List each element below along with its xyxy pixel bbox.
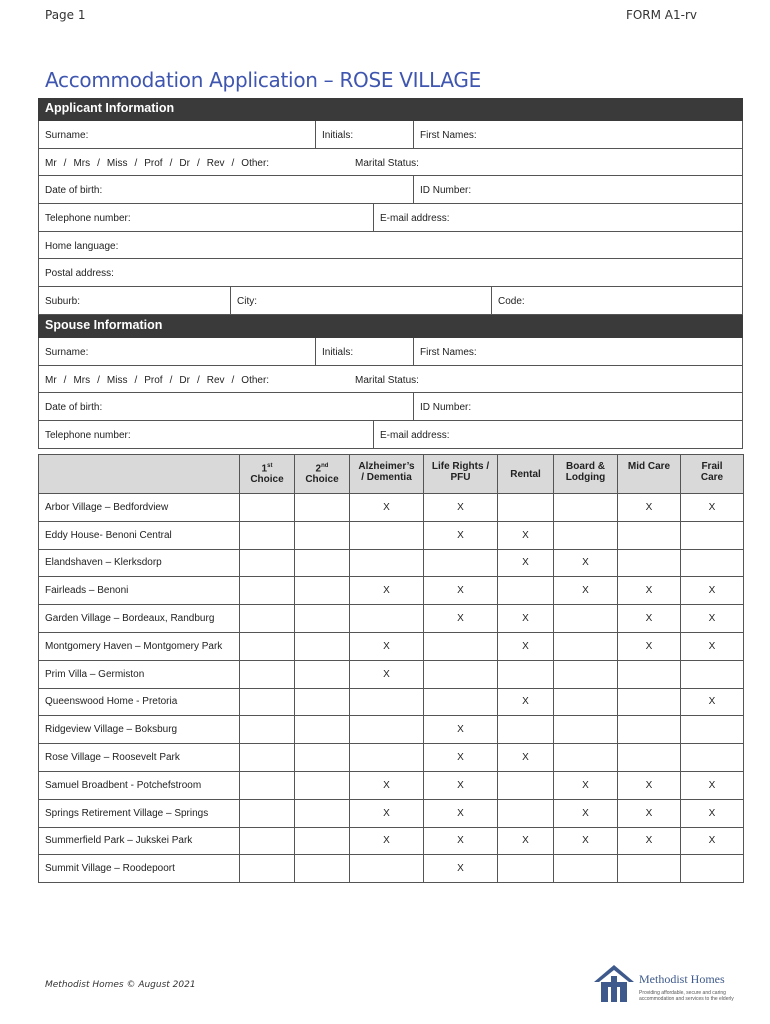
choice-cell[interactable]	[295, 799, 350, 827]
service-mark	[618, 744, 681, 772]
service-mark	[498, 855, 554, 883]
choice-cell[interactable]	[240, 855, 295, 883]
choice-cell[interactable]	[295, 494, 350, 522]
service-mark	[350, 688, 424, 716]
service-mark: X	[350, 771, 424, 799]
spouse-id-number-field[interactable]: ID Number:	[413, 393, 742, 420]
choice-cell[interactable]	[295, 605, 350, 633]
applicant-dob-field[interactable]: Date of birth:	[45, 185, 103, 197]
service-mark	[350, 744, 424, 772]
village-name: Arbor Village – Bedfordview	[39, 494, 240, 522]
service-mark: X	[424, 799, 498, 827]
table-row	[39, 521, 744, 549]
applicant-language-row	[38, 232, 743, 260]
logo-name: Methodist Homes	[639, 972, 725, 986]
service-mark: X	[350, 660, 424, 688]
spouse-marital-status-field[interactable]: Marital Status:	[355, 374, 419, 386]
logo-tagline: Providing affordable, secure and caring accommodation and services to the elderly	[639, 990, 734, 1002]
service-mark	[554, 521, 618, 549]
col-header-4: Life Rights / PFU	[424, 455, 498, 494]
choice-cell[interactable]	[240, 688, 295, 716]
service-mark: X	[424, 716, 498, 744]
service-mark	[424, 632, 498, 660]
service-mark: X	[618, 577, 681, 605]
choice-cell[interactable]	[295, 744, 350, 772]
service-mark	[681, 549, 744, 577]
col-header-7: Mid Care	[618, 455, 681, 494]
choice-cell[interactable]	[295, 632, 350, 660]
service-mark	[424, 660, 498, 688]
house-cross-icon	[592, 962, 636, 1004]
applicant-dob-row	[38, 176, 743, 204]
service-mark: X	[350, 827, 424, 855]
table-row	[39, 744, 744, 772]
spouse-first-names-field[interactable]: First Names:	[413, 338, 742, 365]
service-mark	[681, 744, 744, 772]
service-mark	[554, 716, 618, 744]
service-mark: X	[498, 521, 554, 549]
applicant-initials-field[interactable]: Initials:	[315, 121, 413, 148]
choice-cell[interactable]	[240, 799, 295, 827]
spouse-title-row	[38, 366, 743, 394]
service-mark	[350, 521, 424, 549]
service-mark: X	[498, 744, 554, 772]
col-header-5: Rental	[498, 455, 554, 494]
form-code: FORM A1-rv	[625, 8, 697, 22]
service-mark: X	[554, 799, 618, 827]
service-mark: X	[618, 771, 681, 799]
service-mark	[350, 855, 424, 883]
service-mark	[350, 549, 424, 577]
table-row	[39, 605, 744, 633]
choice-cell[interactable]	[240, 744, 295, 772]
applicant-suburb-row	[38, 287, 743, 315]
service-mark	[554, 632, 618, 660]
service-mark: X	[618, 605, 681, 633]
col-header-6: Board & Lodging	[554, 455, 618, 494]
service-mark: X	[554, 549, 618, 577]
service-mark	[681, 521, 744, 549]
service-mark: X	[498, 605, 554, 633]
service-mark: X	[618, 827, 681, 855]
table-row	[39, 494, 744, 522]
village-name: Springs Retirement Village – Springs	[39, 799, 240, 827]
choice-cell[interactable]	[240, 549, 295, 577]
village-name: Ridgeview Village – Boksburg	[39, 716, 240, 744]
village-name: Queenswood Home - Pretoria	[39, 688, 240, 716]
village-name: Eddy House- Benoni Central	[39, 521, 240, 549]
village-name: Rose Village – Roosevelt Park	[39, 744, 240, 772]
service-mark	[618, 855, 681, 883]
applicant-email-field[interactable]: E-mail address:	[373, 204, 742, 231]
service-mark	[681, 660, 744, 688]
service-mark: X	[424, 827, 498, 855]
service-mark	[554, 605, 618, 633]
service-mark	[618, 716, 681, 744]
applicant-code-field[interactable]: Code:	[491, 287, 742, 314]
service-mark: X	[350, 799, 424, 827]
applicant-telephone-field[interactable]: Telephone number:	[45, 213, 131, 225]
service-mark: X	[498, 827, 554, 855]
choice-cell[interactable]	[240, 577, 295, 605]
service-mark: X	[681, 771, 744, 799]
applicant-surname-field[interactable]: Surname:	[45, 130, 89, 141]
service-mark	[498, 494, 554, 522]
applicant-title-row	[38, 149, 743, 177]
spouse-surname-field[interactable]: Surname:	[45, 347, 89, 358]
village-name: Montgomery Haven – Montgomery Park	[39, 632, 240, 660]
choice-cell[interactable]	[295, 771, 350, 799]
choice-cell[interactable]	[240, 605, 295, 633]
table-row	[39, 577, 744, 605]
service-mark	[424, 688, 498, 716]
spouse-dob-row	[38, 393, 743, 421]
service-mark	[618, 521, 681, 549]
service-mark	[554, 688, 618, 716]
service-mark: X	[618, 494, 681, 522]
service-mark: X	[618, 632, 681, 660]
village-name: Garden Village – Bordeaux, Randburg	[39, 605, 240, 633]
service-mark: X	[681, 632, 744, 660]
service-mark	[350, 605, 424, 633]
choice-table-body	[39, 494, 744, 883]
service-mark: X	[554, 827, 618, 855]
service-mark	[498, 799, 554, 827]
table-row	[39, 771, 744, 799]
service-mark	[554, 855, 618, 883]
table-row	[39, 827, 744, 855]
page-number: Page 1	[45, 8, 86, 22]
applicant-name-row	[38, 121, 743, 149]
service-mark	[498, 660, 554, 688]
service-mark: X	[681, 827, 744, 855]
service-mark: X	[681, 799, 744, 827]
spouse-dob-field[interactable]: Date of birth:	[45, 402, 103, 414]
applicant-postal-address-field[interactable]: Postal address:	[45, 268, 114, 280]
applicant-contact-row	[38, 204, 743, 232]
choice-cell[interactable]	[295, 660, 350, 688]
applicant-marital-status-field[interactable]: Marital Status:	[355, 157, 419, 169]
service-mark	[350, 716, 424, 744]
choice-cell[interactable]	[295, 716, 350, 744]
col-header-1: 1st Choice	[240, 455, 295, 494]
table-row	[39, 855, 744, 883]
service-mark: X	[424, 771, 498, 799]
choice-cell[interactable]	[295, 549, 350, 577]
applicant-city-field[interactable]: City:	[230, 287, 491, 314]
service-mark	[498, 716, 554, 744]
service-mark	[554, 494, 618, 522]
applicant-suburb-field[interactable]: Suburb:	[45, 296, 81, 308]
page-header	[45, 8, 697, 26]
applicant-title-options[interactable]: Mr / Mrs / Miss / Prof / Dr / Rev / Other:	[45, 157, 270, 169]
service-mark: X	[498, 688, 554, 716]
village-name: Summerfield Park – Jukskei Park	[39, 827, 240, 855]
service-mark	[498, 577, 554, 605]
village-name: Fairleads – Benoni	[39, 577, 240, 605]
applicant-postal-row	[38, 259, 743, 287]
service-mark: X	[681, 605, 744, 633]
service-mark	[681, 716, 744, 744]
service-mark	[618, 688, 681, 716]
choice-cell[interactable]	[295, 577, 350, 605]
table-row	[39, 660, 744, 688]
service-mark: X	[424, 605, 498, 633]
village-name: Elandshaven – Klerksdorp	[39, 549, 240, 577]
spouse-section	[38, 315, 743, 449]
village-choice-table	[38, 454, 744, 883]
applicant-home-language-field[interactable]: Home language:	[45, 240, 119, 252]
service-mark	[554, 660, 618, 688]
table-row	[39, 716, 744, 744]
choice-cell[interactable]	[240, 660, 295, 688]
service-mark: X	[554, 577, 618, 605]
choice-cell[interactable]	[240, 494, 295, 522]
village-name: Summit Village – Roodepoort	[39, 855, 240, 883]
choice-cell[interactable]	[295, 521, 350, 549]
service-mark	[498, 771, 554, 799]
document-title: Accommodation Application – ROSE VILLAGE	[45, 68, 481, 92]
service-mark	[618, 660, 681, 688]
choice-cell[interactable]	[295, 827, 350, 855]
service-mark: X	[498, 632, 554, 660]
choice-cell[interactable]	[240, 521, 295, 549]
applicant-id-number-field[interactable]: ID Number:	[413, 176, 742, 203]
village-name: Samuel Broadbent - Potchefstroom	[39, 771, 240, 799]
service-mark: X	[424, 855, 498, 883]
col-header-8: Frail Care	[681, 455, 744, 494]
spouse-contact-row	[38, 421, 743, 449]
col-header-3: Alzheimer’s / Dementia	[350, 455, 424, 494]
footer-copyright: Methodist Homes © August 2021	[45, 980, 196, 990]
choice-table-header	[39, 455, 744, 494]
service-mark: X	[554, 771, 618, 799]
service-mark: X	[350, 494, 424, 522]
service-mark	[681, 855, 744, 883]
village-column-header	[39, 455, 240, 494]
service-mark: X	[681, 494, 744, 522]
table-row	[39, 549, 744, 577]
applicant-section	[38, 98, 743, 315]
spouse-telephone-field[interactable]: Telephone number:	[45, 430, 131, 442]
service-mark: X	[350, 632, 424, 660]
choice-cell[interactable]	[295, 855, 350, 883]
applicant-heading: Applicant Information	[38, 98, 743, 121]
village-name: Prim Villa – Germiston	[39, 660, 240, 688]
spouse-title-options[interactable]: Mr / Mrs / Miss / Prof / Dr / Rev / Other:	[45, 374, 270, 386]
service-mark: X	[498, 549, 554, 577]
methodist-homes-logo	[592, 962, 752, 1004]
service-mark	[424, 549, 498, 577]
spouse-heading: Spouse Information	[38, 315, 743, 338]
service-mark: X	[424, 521, 498, 549]
choice-cell[interactable]	[295, 688, 350, 716]
choice-cell[interactable]	[240, 827, 295, 855]
choice-cell[interactable]	[240, 632, 295, 660]
choice-cell[interactable]	[240, 771, 295, 799]
service-mark	[554, 744, 618, 772]
service-mark: X	[681, 577, 744, 605]
service-mark: X	[424, 744, 498, 772]
service-mark	[618, 549, 681, 577]
spouse-initials-field[interactable]: Initials:	[315, 338, 413, 365]
service-mark: X	[350, 577, 424, 605]
service-mark: X	[424, 494, 498, 522]
service-mark: X	[618, 799, 681, 827]
spouse-name-row	[38, 338, 743, 366]
col-header-2: 2nd Choice	[295, 455, 350, 494]
table-row	[39, 632, 744, 660]
spouse-email-field[interactable]: E-mail address:	[373, 421, 742, 448]
service-mark: X	[681, 688, 744, 716]
table-row	[39, 799, 744, 827]
table-row	[39, 688, 744, 716]
service-mark: X	[424, 577, 498, 605]
applicant-first-names-field[interactable]: First Names:	[413, 121, 742, 148]
choice-cell[interactable]	[240, 716, 295, 744]
